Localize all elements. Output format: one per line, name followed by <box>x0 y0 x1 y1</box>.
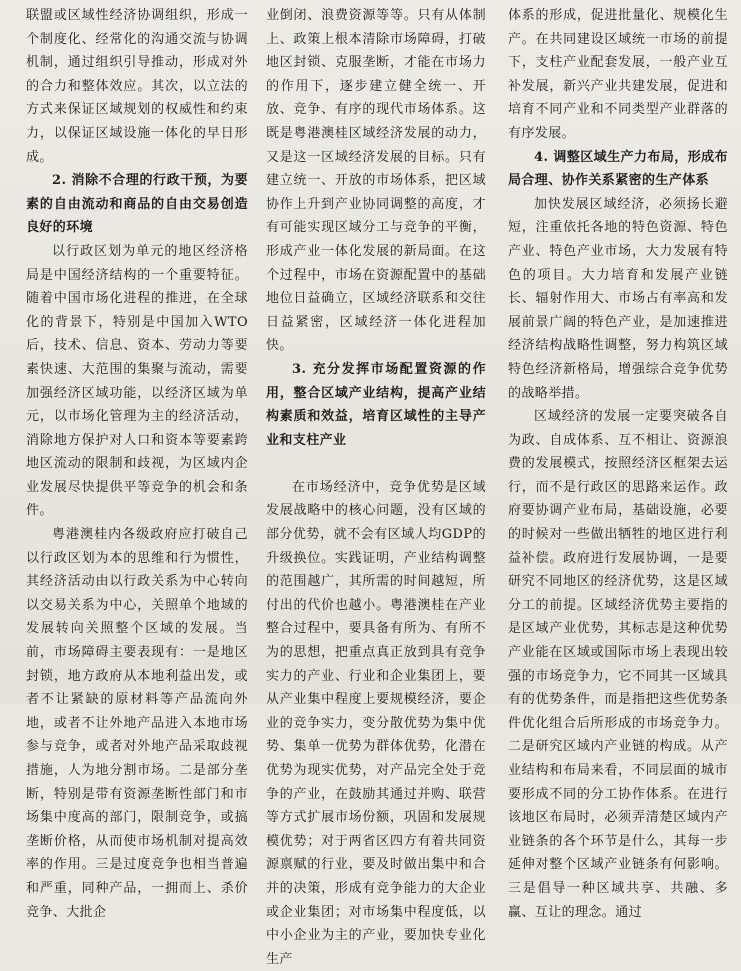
paragraph: 在市场经济中，竞争优势是区域发展战略中的核心问题，没有区域的部分优势，就不会有区域人均GDP的升级换位。实践证明，产业结构调整的范围越广，其所需的时间越短，所付出的代价也越小。粤港澳桂在产业整合过程中，要具备有所为、有所不为的思想，把重点真正放到具有竞争实力的产业、行业和企业集团上，要从产业集中程度上要规模经济，要企业的竞争实力，变分散优势为集中优势、集单一优势为群体优势，化潜在优势为现实优势，对产品完全处于竞争的产业，在鼓励其通过并购、联营等方式扩展市场份额，巩固和发展规模优势；对于两省区四方有着共同资源禀赋的行业，要及时做出集中和合并的决策，形成有竞争能力的大企业或企业集团；对市场集中程度低，以中小企业为主的产业，要加快专业化生产 <box>266 479 486 967</box>
spacer <box>266 452 486 476</box>
text-column-1 <box>26 4 248 920</box>
paragraph: 体系的形成，促进批量化、规模化生产。在共同建设区域统一市场的前提下，支柱产业配套发展，一般产业互补发展，新兴产业共建发展，促进和培育不同产业和不同类型产业群落的有序发展。 <box>508 8 728 141</box>
paragraph: 加快发展区域经济，必须扬长避短，注重依托各地的特色资源、特色产业、特色产业市场，大力发展有特色的项目。大力培育和发展产业链长、辐射作用大、市场占有率高和发展前景广阔的特色产业，是加速推进经济结构战略性调整，努力构筑区域特色经济新格局，增强综合竞争优势的战略举措。 <box>508 196 728 401</box>
paragraph: 粤港澳桂内各级政府应打破自己以行政区划为本的思维和行为惯性，其经济活动由以行政关系为中心转向以交易关系为中心，关照单个地域的发展转向关照整个区域的发展。当前，市场障碍主要表现有：一是地区封锁，地方政府从本地利益出发，或者不让紧缺的原材料等产品流向外地，或者不让外地产品进入本地市场参与竞争，或者对外地产品采取歧视措施，人为地分割市场。二是部分垄断，特别是带有资源垄断性部门和市场集中度高的部门，限制竞争，或搞垄断价格，从而使市场机制对提高效率的作用。三是过度竞争也相当普遍和严重，同种产品，一拥而上、杀价竞争、大批企 <box>26 527 248 920</box>
paragraph: 联盟或区域性经济协调组织，形成一个制度化、经常化的沟通交流与协调机制，通过组织引导推动，形成对外的合力和整体效应。其次，以立法的方式来保证区域规划的权威性和约束力，以保证区域设施一体化的早日形成。 <box>26 8 248 165</box>
paragraph: 业倒闭、浪费资源等等。只有从体制上、政策上根本清除市场障碍，打破地区封锁、克服垄断，才能在市场力的作用下，逐步建立健全统一、开放、竞争、有序的现代市场体系。这既是粤港澳桂区域经济发展的动力，又是这一区域经济发展的目标。只有建立统一、开放的市场体系，把区域协作上升到产业协同调整的高度，才有可能实现区域分工与竞争的平衡，形成产业一体化发展的新局面。在这个过程中，市场在资源配置中的基础地位日益确立，区域经济联系和交往日益紧密，区域经济一体化进程加快。 <box>266 8 486 354</box>
text-column-3 <box>508 4 728 920</box>
section-heading-3: 3. 充分发挥市场配置资源的作用，整合区域产业结构，提高产业结构素质和效益，培育区域性的主导产业和支柱产业 <box>266 361 486 448</box>
section-heading-4: 4. 调整区域生产力布局，形成布局合理、协作关系紧密的生产体系 <box>508 149 728 189</box>
paragraph: 以行政区划为单元的地区经济格局是中国经济结构的一个重要特征。随着中国市场化进程的推进，在全球化的背景下，特别是中国加入WTO后，技术、信息、资本、劳动力等要素快速、大范围的集聚与流动，需要加强经济区域功能，以经济区域为单元，以市场化管理为主的经济活动，消除地方保护对人口和资本等要素跨地区流动的限制和歧视，为区域内企业发展尽快提供平等竞争的机会和条件。 <box>26 243 248 519</box>
section-heading-2: 2. 消除不合理的行政干预，为要素的自由流动和商品的自由交易创造良好的环境 <box>26 173 248 236</box>
paragraph: 区域经济的发展一定要突破各自为政、自成体系、互不相让、资源浪费的发展模式，按照经济区框架去运行，而不是行政区的思路来运作。政府要协调产业布局，基础设施，必要的时候对一些做出牺牲的地区进行利益补偿。政府进行发展协调，一是要研究不同地区的经济优势，这是区域分工的前提。区域经济优势主要指的是区域产业优势，其标志是这种优势产业能在区域或国际市场上表现出较强的市场竞争力，它不同其一区域具有的优势条件，而是指把这些优势条件优化组合后所形成的市场竞争力。二是研究区域内产业链的构成。从产业结构和布局来看，不同层面的城市要形成不同的分工协作体系。在进行该地区布局时，必须弄清楚区域内产业链条的各个环节是什么，其每一步延伸对整个区域产业链条有何影响。三是倡导一种区域共享、共融、多赢、互让的理念。通过 <box>508 409 728 920</box>
text-column-2 <box>266 4 486 967</box>
